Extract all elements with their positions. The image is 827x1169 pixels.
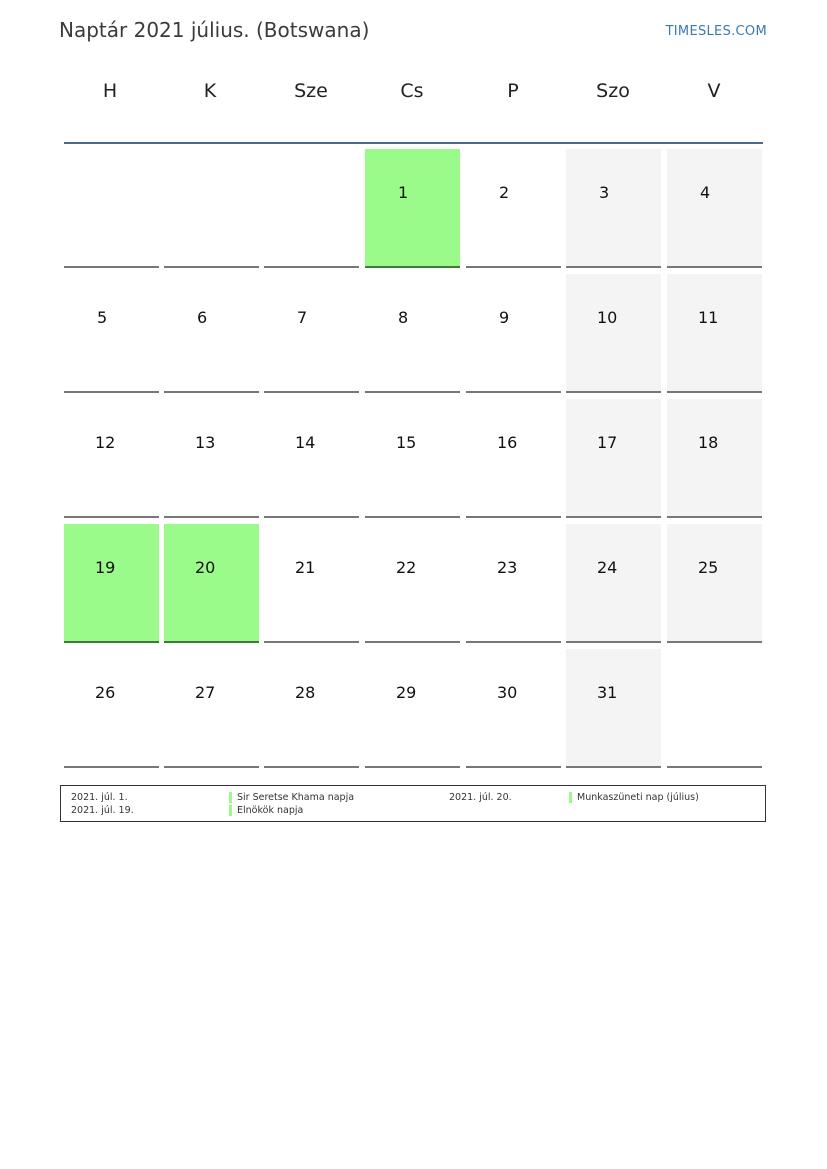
- holiday-color-marker: [569, 792, 572, 803]
- day-cell: [264, 649, 359, 768]
- weekday-header-row: [62, 80, 765, 126]
- day-cell: [64, 524, 159, 643]
- weekday-label: P: [507, 80, 519, 102]
- day-number: 28: [295, 683, 316, 702]
- day-cell: [365, 524, 460, 643]
- day-number: 30: [497, 683, 518, 702]
- day-number: 18: [698, 433, 719, 452]
- legend-holiday-name: Munkaszüneti nap (július): [577, 792, 699, 803]
- day-number: 26: [95, 683, 116, 702]
- day-number: 10: [597, 308, 618, 327]
- weekday-label: Cs: [400, 80, 424, 102]
- day-number: 31: [597, 683, 618, 702]
- day-cell: [466, 274, 561, 393]
- weekday-label: Szo: [596, 80, 630, 102]
- day-cell: [164, 274, 259, 393]
- empty-day-cell: [667, 649, 762, 768]
- legend-holiday-name: Sir Seretse Khama napja: [237, 792, 355, 803]
- empty-day-cell: [164, 149, 259, 268]
- day-cell: [667, 274, 762, 393]
- day-cell: [566, 149, 661, 268]
- day-number: 29: [396, 683, 417, 702]
- day-number: 19: [95, 558, 116, 577]
- day-number: 6: [197, 308, 208, 327]
- page-title: Naptár 2021 július. (Botswana): [59, 18, 370, 42]
- day-cell: [667, 149, 762, 268]
- day-cell: [264, 524, 359, 643]
- day-number: 9: [499, 308, 510, 327]
- day-cell: [164, 649, 259, 768]
- day-number: 7: [297, 308, 308, 327]
- day-cell: [264, 274, 359, 393]
- day-cell: [667, 524, 762, 643]
- day-number: 14: [295, 433, 316, 452]
- day-number: 21: [295, 558, 316, 577]
- day-number: 4: [700, 183, 711, 202]
- day-number: 1: [398, 183, 409, 202]
- weekday-label: H: [102, 80, 118, 102]
- day-cell: [64, 399, 159, 518]
- day-cell: [466, 649, 561, 768]
- day-number: 23: [497, 558, 518, 577]
- holiday-color-marker: [229, 792, 232, 803]
- day-cell: [164, 399, 259, 518]
- header-divider: [64, 142, 763, 144]
- weekday-label: V: [707, 80, 721, 102]
- day-cell: [365, 274, 460, 393]
- day-number: 2: [499, 183, 510, 202]
- day-number: 5: [97, 308, 108, 327]
- day-cell: [365, 399, 460, 518]
- weekday-label: Sze: [294, 80, 328, 102]
- day-cell: [566, 649, 661, 768]
- day-cell: [667, 399, 762, 518]
- empty-day-cell: [264, 149, 359, 268]
- legend-holiday-name: Elnökök napja: [237, 805, 304, 816]
- day-cell: [566, 524, 661, 643]
- day-cell: [164, 524, 259, 643]
- day-cell: [566, 274, 661, 393]
- day-number: 20: [195, 558, 216, 577]
- day-number: 15: [396, 433, 417, 452]
- legend-date: 2021. júl. 19.: [71, 805, 134, 816]
- day-number: 24: [597, 558, 618, 577]
- day-number: 25: [698, 558, 719, 577]
- day-cell: [466, 149, 561, 268]
- day-cell: [365, 149, 460, 268]
- day-cell: [64, 274, 159, 393]
- day-number: 8: [398, 308, 409, 327]
- day-cell: [64, 649, 159, 768]
- day-cell: [466, 399, 561, 518]
- legend-date: 2021. júl. 20.: [449, 792, 512, 803]
- day-number: 27: [195, 683, 216, 702]
- legend-date: 2021. júl. 1.: [71, 792, 128, 803]
- day-number: 3: [599, 183, 610, 202]
- day-number: 13: [195, 433, 216, 452]
- holiday-color-marker: [229, 805, 232, 816]
- day-cell: [264, 399, 359, 518]
- day-number: 11: [698, 308, 719, 327]
- day-cell: [566, 399, 661, 518]
- day-cell: [466, 524, 561, 643]
- site-link[interactable]: TIMESLES.COM: [665, 24, 767, 39]
- empty-day-cell: [64, 149, 159, 268]
- day-number: 17: [597, 433, 618, 452]
- day-number: 22: [396, 558, 417, 577]
- holiday-legend: [60, 785, 766, 822]
- day-cell: [365, 649, 460, 768]
- day-number: 16: [497, 433, 518, 452]
- weekday-label: K: [203, 80, 217, 102]
- day-number: 12: [95, 433, 116, 452]
